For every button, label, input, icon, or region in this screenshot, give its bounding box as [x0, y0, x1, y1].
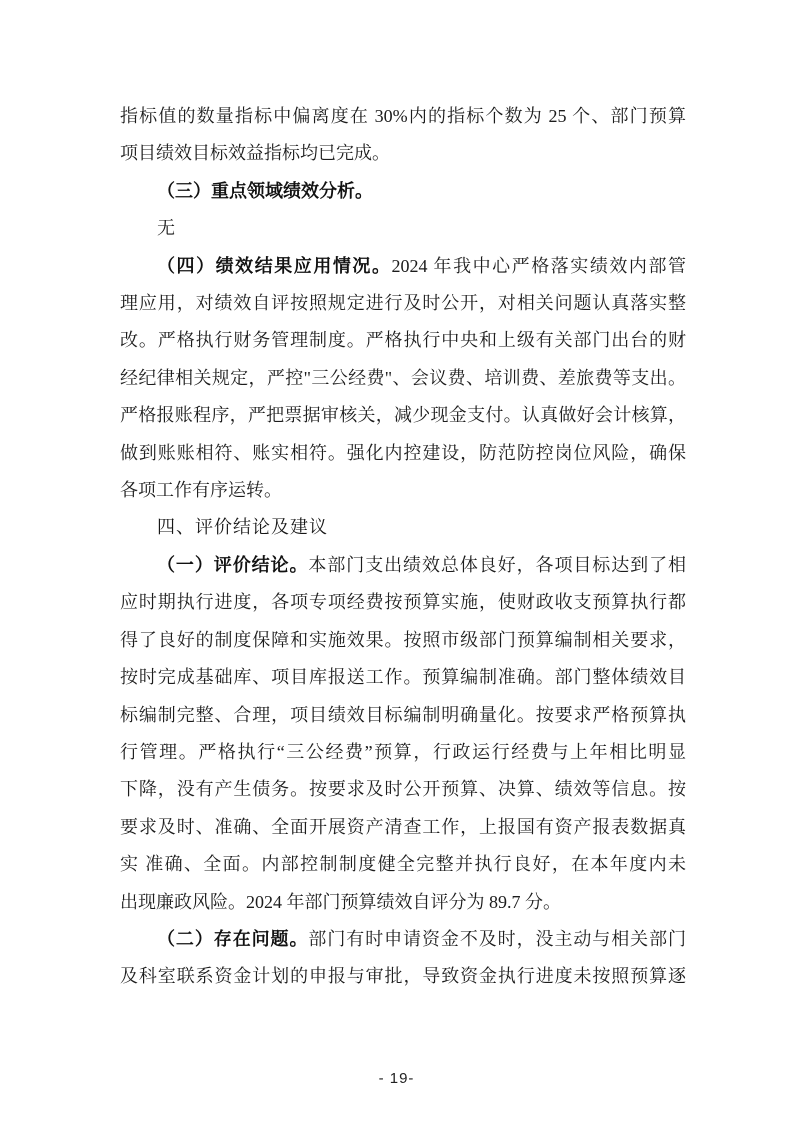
para-evaluation-conclusion	[120, 547, 686, 921]
text-line	[120, 360, 686, 397]
text-line	[120, 958, 686, 995]
text-line	[120, 846, 686, 883]
text-segment: 行管理。严格执行“三公经费”预算，行政运行经费与上年相比明显	[120, 741, 686, 762]
text-line	[120, 659, 686, 696]
text-line	[120, 921, 686, 958]
text-segment: 指标值的数量指标中偏离度在 30%内的指标个数为 25 个、部门预算	[120, 106, 686, 126]
text-segment: 2024 年我中心严格落实绩效内部管	[391, 255, 687, 276]
text-line	[120, 248, 686, 285]
text-segment: 无	[157, 218, 175, 239]
text-line	[120, 472, 686, 509]
para-none	[120, 210, 686, 247]
text-segment: 及科室联系资金计划的申报与审批，导致资金执行进度未按照预算逐	[120, 966, 686, 987]
text-line	[120, 809, 686, 846]
page-number: - 19-	[378, 1070, 415, 1087]
text-line	[120, 285, 686, 322]
bold-text-segment: （二）存在问题。	[157, 928, 309, 949]
heading-key-area-performance-analysis	[120, 173, 686, 210]
text-segment: 标编制完整、合理，项目绩效目标编制明确量化。按要求严格预算执	[120, 704, 686, 725]
text-segment: 本部门支出绩效总体良好，各项目标达到了相	[308, 554, 687, 575]
text-segment: 理应用，对绩效自评按照规定进行及时公开，对相关问题认真落实整	[120, 293, 686, 314]
text-segment: 四、评价结论及建议	[157, 517, 328, 538]
text-line	[120, 584, 686, 621]
text-line	[120, 884, 686, 921]
text-segment: 各项工作有序运转。	[120, 480, 282, 501]
text-segment: 按时完成基础库、项目库报送工作。预算编制准确。部门整体绩效目	[120, 667, 686, 688]
para-existing-problems	[120, 921, 686, 996]
bold-text-segment: （四）绩效结果应用情况。	[157, 255, 392, 276]
text-line	[120, 98, 686, 135]
text-segment: 下降，没有产生债务。按要求及时公开预算、决算、绩效等信息。按	[120, 779, 686, 800]
heading-evaluation-conclusion-and-suggestions	[120, 509, 686, 546]
text-line	[120, 697, 686, 734]
text-segment: 实 准确、全面。内部控制制度健全完整并执行良好，在本年度内未	[120, 854, 686, 875]
text-line	[120, 435, 686, 472]
text-line	[120, 771, 686, 808]
text-segment: 严格报账程序，严把票据审核关，减少现金支付。认真做好会计核算，	[120, 405, 686, 426]
text-line	[120, 734, 686, 771]
text-segment: 应时期执行进度，各项专项经费按预算实施，使财政收支预算执行都	[120, 592, 686, 613]
para-quantity-indicators-continuation	[120, 98, 686, 173]
text-segment: 做到账账相符、账实相符。强化内控建设，防范防控岗位风险，确保	[120, 442, 686, 463]
text-segment: 部门有时申请资金不及时，没主动与相关部门	[308, 928, 687, 949]
text-segment: 得了良好的制度保障和实施效果。按照市级部门预算编制相关要求，	[120, 629, 686, 650]
text-segment: 项目绩效目标效益指标均已完成。	[120, 143, 390, 164]
text-segment: 要求及时、准确、全面开展资产清查工作，上报国有资产报表数据真	[120, 816, 686, 837]
text-line	[120, 173, 686, 210]
text-segment: 出现廉政风险。2024 年部门预算绩效自评分为 89.7 分。	[120, 891, 561, 912]
text-line	[120, 622, 686, 659]
text-line	[120, 322, 686, 359]
bold-text-segment: （一）评价结论。	[157, 554, 309, 575]
bold-text-segment: （三）重点领域绩效分析。	[157, 180, 373, 201]
text-segment: 改。严格执行财务管理制度。严格执行中央和上级有关部门出台的财	[120, 330, 686, 351]
text-line	[120, 210, 686, 247]
para-performance-results-application	[120, 248, 686, 510]
text-line	[120, 135, 686, 172]
text-line	[120, 397, 686, 434]
text-segment: 经纪律相关规定，严控"三公经费"、会议费、培训费、差旅费等支出。	[120, 367, 686, 388]
text-line	[120, 509, 686, 546]
document-body	[120, 98, 686, 996]
text-line	[120, 547, 686, 584]
